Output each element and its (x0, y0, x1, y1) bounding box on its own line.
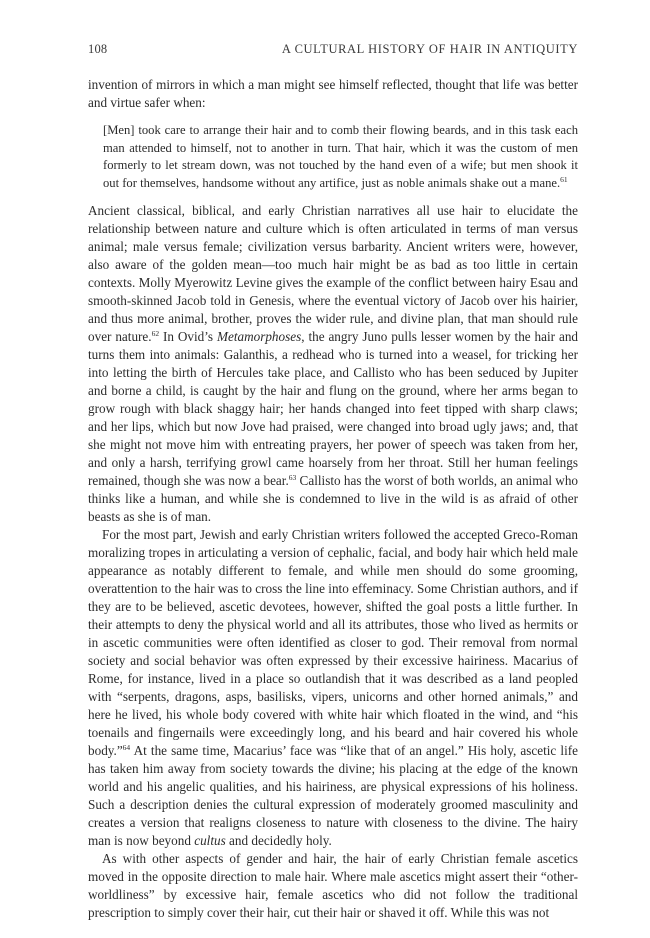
page-number: 108 (88, 42, 108, 56)
paragraph-nature-culture (88, 202, 578, 526)
paragraph-intro: invention of mirrors in which a man might see himself reflected, thought that life was better and virtue safer when: (88, 77, 578, 110)
footnote-ref-64: 64 (122, 743, 131, 753)
paragraph-text: , the angry Juno pulls lesser women by the hair and turns them into animals: Galanthis, a redhead who is turned into a weasel, for tricking her into letting the birth of Hercules take place, and Callisto who has been seduced by Jupiter and borne a child, is caught by the hair and flung on the ground, where her arms began to grow rough with black shaggy hair; her hands changed into feet tipped with sharp claws; and her lips, which but now Jove had praised, were changed into broad ugly jaws; and, that she might not move him with entreating prayers, her power of speech was taken from her, and only a harsh, terrifying growl came hoarsely from her throat. Still her human feelings remained, though she was now a bear. (88, 329, 579, 489)
running-title: A CULTURAL HISTORY OF HAIR IN ANTIQUITY (281, 42, 578, 56)
footnote-ref-61: 61 (560, 174, 568, 184)
italic-word: cultus (194, 833, 226, 849)
italic-title: Metamorphoses (216, 329, 302, 345)
paragraph-text: Callisto has the worst of both worlds, an animal who thinks like a human, and while she is condemned to live in the wild is as afraid of other beasts as she is of man. (88, 473, 579, 525)
running-header (88, 42, 578, 57)
body-text (88, 76, 578, 922)
paragraph-text: In Ovid’s (159, 329, 217, 345)
footnote-ref-62: 62 (151, 329, 160, 339)
paragraph-female-ascetics: As with other aspects of gender and hair, the hair of early Christian female ascetics moved in the opposite direction to male hair. Where male ascetics might assert their “other-worldliness” by excessive hair, female ascetics who did not follow the traditional prescription to simply cover their hair, cut their hair or shaved it off. While this was not (88, 851, 578, 921)
paragraph-christian-writers (88, 526, 578, 850)
paragraph-text: For the most part, Jewish and early Christian writers followed the accepted Greco-Roman moralizing tropes in articulating a version of cephalic, facial, and body hair which held male appearance as notably different to female, and while men should do some grooming, overattention to the hair was to cross the line into effeminacy. Some Christian authors, and if they are to be believed, ascetic devotees, however, shifted the goal posts a little further. In their attempts to deny the physical world and all its attributes, those who lived as hermits or in ascetic communities were often identified as closer to god. Their removal from normal society and social behavior was often expressed by their excessive hairiness. Macarius of Rome, for instance, lived in a place so outlandish that it was described as a land peopled with “serpents, dragons, asps, basilisks, vipers, unicorns and other horned animals,” and here he lived, his whole body covered with white hair which floated in the wind, and “his toenails and fingernails were exceedingly long, and his beard and hair covered his whole body.” (88, 527, 578, 759)
paragraph-text: Ancient classical, biblical, and early Christian narratives all use hair to elucidate the relationship between nature and culture which is often articulated in terms of man versus animal; male versus female; civilization versus barbarity. Ancient writers were, however, also aware of the golden mean—too much hair might be as bad as too little in certain contexts. Molly Myerowitz Levine gives the example of the conflict between hairy Esau and smooth-skinned Jacob told in Genesis, where the eventual victory of Jacob over his hairier, and thus more animal, brother, proves the wider rule, and divine plan, that man should rule over nature. (88, 203, 578, 345)
quote-text: [Men] took care to arrange their hair and to comb their flowing beards, and in this task each man attended to himself, not to another in turn. That hair, which it was the custom of men formerly to let stream down, was not touched by the hand even of a wife; but men shook it out for themselves, handsome without any artifice, just as noble animals shake out a mane. (103, 123, 578, 190)
paragraph-text: At the same time, Macarius’ face was “like that of an angel.” His holy, ascetic life has taken him away from society towards the divine; his placing at the edge of the known world and his angelic qualities, and his hairiness, are physical expressions of his holiness. Such a description denies the cultural expression of moderately groomed masculinity and creates a version that realigns closeness to nature with closeness to the divine. The hairy man is now beyond (88, 743, 578, 849)
block-quote (103, 122, 578, 192)
footnote-ref-63: 63 (288, 473, 297, 483)
paragraph-text: and decidedly holy. (225, 833, 332, 849)
